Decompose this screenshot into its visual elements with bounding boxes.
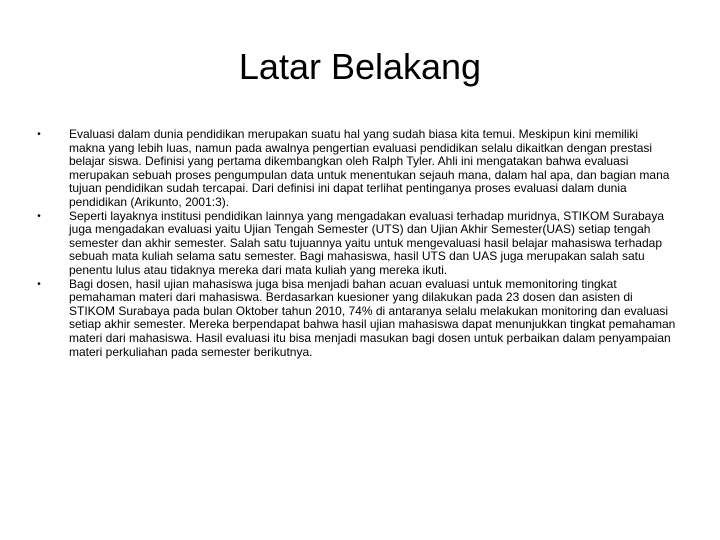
bullet-dot-icon: •: [37, 129, 41, 140]
bullet-list: [36, 128, 676, 359]
bullet-item: [36, 278, 676, 360]
bullet-text: Seperti layaknya institusi pendidikan lainnya yang mengadakan evaluasi terhadap muridnya, STIKOM Surabaya juga mengadakan evaluasi yaitu Ujian Tengah Semester (UTS) dan Ujian Akhir Semester(UAS) setiap tengah semester dan akhir semester. Salah satu tujuannya yaitu untuk mengevaluasi hasil belajar mahasiswa terhadap sebuah mata kuliah selama satu semester. Bagi mahasiswa, hasil UTS dan UAS juga merupakan salah satu penentu lulus atau tidaknya mereka dari mata kuliah yang mereka ikuti.: [69, 208, 665, 277]
slide-title: Latar Belakang: [238, 46, 482, 87]
bullet-text: Evaluasi dalam dunia pendidikan merupakan suatu hal yang sudah biasa kita temui. Meskipun kini memiliki makna yang lebih luas, namun pada awalnya pengertian evaluasi pendidikan selalu dikaitkan dengan prestasi belajar siswa. Definisi yang pertama dikembangkan oleh Ralph Tyler. Ahli ini mengatakan bahwa evaluasi merupakan sebuah proses pengumpulan data untuk menentukan sejauh mana, dalam hal apa, dan bagian mana tujuan pendidikan sudah tercapai. Dari definisi ini dapat terlihat pentinganya proses evaluasi dalam dunia pendidikan (Arikunto, 2001:3).: [69, 127, 670, 209]
bullet-text: Bagi dosen, hasil ujian mahasiswa juga bisa menjadi bahan acuan evaluasi untuk memonitoring tingkat pemahaman materi dari mahasiswa. Berdasarkan kuesioner yang dilakukan pada 23 dosen dan asisten di STIKOM Surabaya pada bulan Oktober tahun 2010, 74% di antaranya selalu melakukan monitoring dan evaluasi setiap akhir semester. Mereka berpendapat bahwa hasil ujian mahasiswa dapat menunjukkan tingkat pemahaman materi dari mahasiswa. Hasil evaluasi itu bisa menjadi masukan bagi dosen untuk perbaikan dalam penyampaian materi perkuliahan pada semester berikutnya.: [69, 276, 676, 359]
bullet-item: [36, 210, 676, 278]
bullet-dot-icon: •: [37, 278, 41, 290]
bullet-item: [36, 128, 676, 210]
bullet-dot-icon: •: [37, 210, 41, 222]
